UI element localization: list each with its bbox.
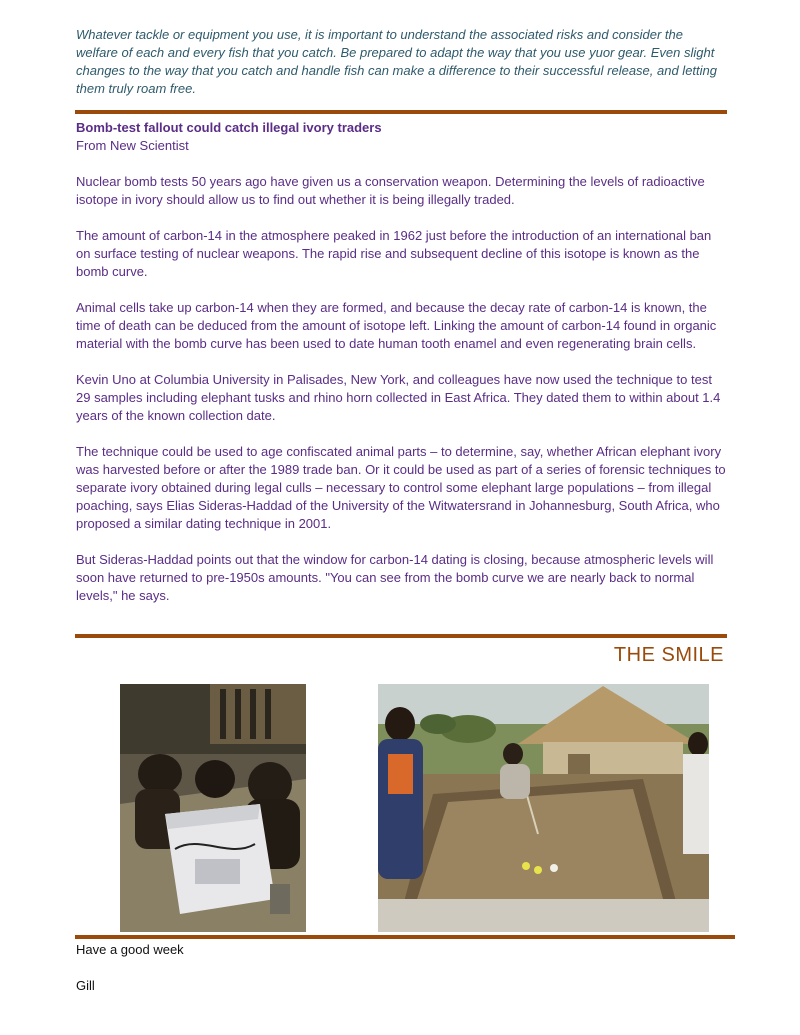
article-source: From New Scientist [76, 138, 189, 153]
article [76, 119, 728, 623]
closing-line: Have a good week [76, 942, 184, 957]
intro-paragraph: Whatever tackle or equipment you use, it is important to understand the associated risks and consider the welfare of each and every fish that you catch. Be prepared to adapt the way that you use yuor gear. Even slight changes to the way that you catch and handle fish can make a difference to their successful release, and letting them truly roam free. [76, 27, 717, 96]
article-paragraph: Animal cells take up carbon-14 when they are formed, and because the decay rate of carbon-14 is known, the time of death can be deduced from the amount of isotope left. Linking the amount of carbon-14 found in organic material with the bomb curve has been used to date human tooth enamel and even regenerating brain cells. [76, 300, 717, 351]
smile-section-title: THE SMILE [613, 644, 724, 666]
section-divider [75, 634, 727, 638]
article-paragraph: Kevin Uno at Columbia University in Palisades, New York, and colleagues have now used the technique to test 29 samples including elephant tusks and rhino horn collected in East Africa. They dated them to within about 1.4 years of the known collection date. [76, 372, 721, 423]
signature-name: Gill [76, 978, 95, 993]
photo-mud-pool-table [378, 684, 709, 932]
article-paragraph: But Sideras-Haddad points out that the window for carbon-14 dating is closing, because atmospheric levels will soon have returned to pre-1950s amounts. "You can see from the bomb curve we are nearly back to normal levels," he says. [76, 552, 714, 603]
article-paragraph: Nuclear bomb tests 50 years ago have given us a conservation weapon. Determining the levels of radioactive isotope in ivory should allow us to find out whether it is being illegally traded. [76, 174, 705, 207]
photo-children-box [120, 684, 306, 932]
article-paragraph: The amount of carbon-14 in the atmosphere peaked in 1962 just before the introduction of an international ban on surface testing of nuclear weapons. The rapid rise and subsequent decline of this isotope is known as the bomb curve. [76, 228, 712, 279]
section-divider [75, 935, 735, 939]
article-paragraph: The technique could be used to age confiscated animal parts – to determine, say, whether African elephant ivory was harvested before or after the 1989 trade ban. Or it could be used as part of a series of forensic techniques to separate ivory obtained during legal culls – necessary to control some elephant large populations – from illegal poaching, says Elias Sideras-Haddad of the University of the Witwatersrand in Johannesburg, South Africa, who proposed a similar dating technique in 2001. [76, 444, 726, 531]
article-title: Bomb-test fallout could catch illegal ivory traders [76, 120, 382, 135]
section-divider [75, 110, 727, 114]
